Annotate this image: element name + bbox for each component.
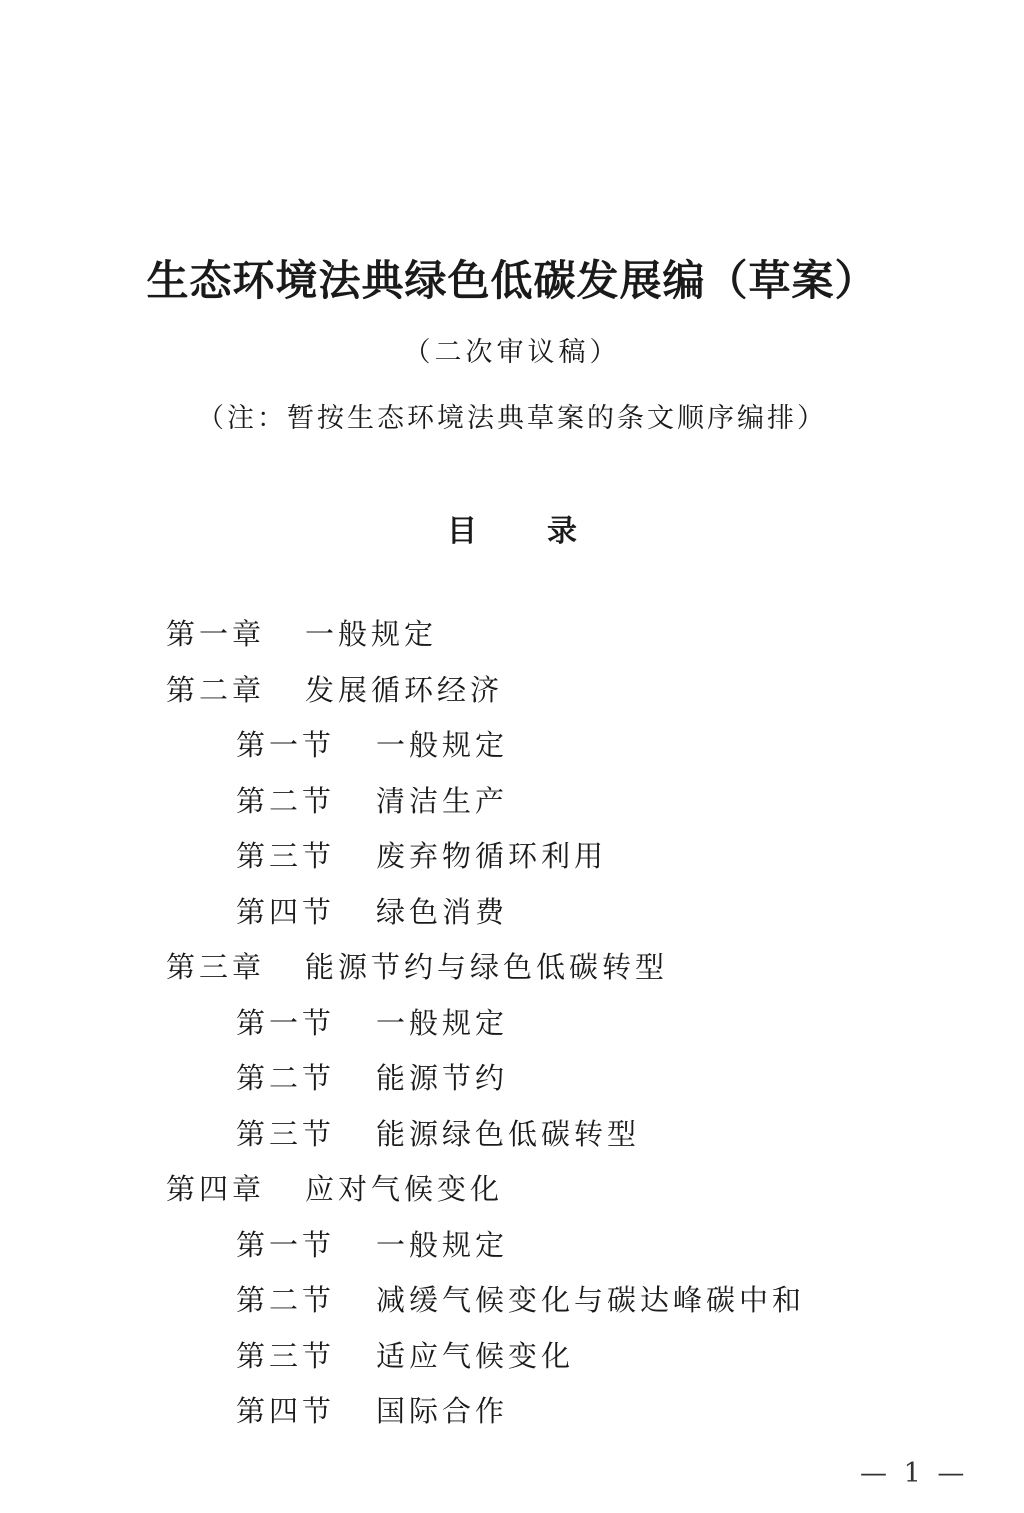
- toc-entry-number: 第二节: [236, 1283, 336, 1317]
- toc-entry-number: 第一章: [166, 617, 266, 651]
- toc-entry-name: 一般规定: [376, 1227, 509, 1262]
- toc-section-entry: [0, 1112, 1024, 1168]
- toc-entry-number: 第四节: [236, 1394, 336, 1428]
- toc-section-entry: [0, 834, 1024, 890]
- toc-section-entry: [0, 723, 1024, 779]
- toc-entry-number: 第三节: [236, 1338, 336, 1373]
- toc-chapter-entry: [0, 668, 1024, 724]
- toc-entry-number: 第二节: [236, 1061, 336, 1095]
- toc-section-entry: [0, 1001, 1024, 1057]
- toc-entry-name: 适应气候变化: [376, 1338, 575, 1373]
- toc-entry-name: 废弃物循环利用: [376, 839, 608, 873]
- toc-entry-number: 第三章: [166, 950, 266, 984]
- table-of-contents: [0, 612, 1024, 1445]
- toc-section-entry: [0, 1056, 1024, 1112]
- toc-entry-number: 第四节: [236, 894, 336, 929]
- toc-entry-name: 能源节约与绿色低碳转型: [305, 950, 669, 984]
- toc-entry-number: 第一节: [236, 1227, 336, 1262]
- toc-section-entry: [0, 1334, 1024, 1390]
- toc-entry-number: 第四章: [166, 1172, 266, 1206]
- toc-entry-name: 减缓气候变化与碳达峰碳中和: [376, 1283, 806, 1317]
- document-note: （注：暂按生态环境法典草案的条文顺序编排）: [197, 403, 827, 434]
- toc-entry-name: 一般规定: [376, 728, 509, 762]
- toc-heading-left: 目: [447, 514, 477, 549]
- toc-entry-number: 第二章: [166, 672, 266, 707]
- toc-entry-name: 一般规定: [376, 1005, 509, 1040]
- toc-chapter-entry: [0, 945, 1024, 1001]
- toc-entry-name: 一般规定: [305, 617, 438, 651]
- toc-entry-number: 第一节: [236, 728, 336, 762]
- document-subtitle: （二次审议稿）: [403, 337, 621, 368]
- toc-entry-number: 第二节: [236, 783, 336, 818]
- toc-entry-name: 发展循环经济: [305, 672, 504, 707]
- toc-entry-number: 第三节: [236, 1116, 336, 1151]
- toc-entry-name: 能源节约: [376, 1061, 509, 1095]
- toc-section-entry: [0, 890, 1024, 946]
- toc-entry-name: 国际合作: [376, 1394, 509, 1428]
- toc-entry-number: 第三节: [236, 839, 336, 873]
- toc-section-entry: [0, 1278, 1024, 1334]
- toc-entry-name: 绿色消费: [376, 894, 509, 929]
- toc-entry-number: 第一节: [236, 1005, 336, 1040]
- toc-chapter-entry: [0, 612, 1024, 668]
- toc-section-entry: [0, 1389, 1024, 1445]
- toc-section-entry: [0, 779, 1024, 835]
- page-number: — 1 —: [860, 1458, 969, 1489]
- toc-heading-right: 录: [547, 514, 577, 549]
- toc-heading: [0, 506, 1024, 550]
- toc-entry-name: 能源绿色低碳转型: [376, 1116, 641, 1151]
- document-title: 生态环境法典绿色低碳发展编（草案）: [146, 256, 878, 305]
- toc-entry-name: 应对气候变化: [305, 1172, 504, 1206]
- toc-chapter-entry: [0, 1167, 1024, 1223]
- toc-entry-name: 清洁生产: [376, 783, 509, 818]
- toc-section-entry: [0, 1223, 1024, 1279]
